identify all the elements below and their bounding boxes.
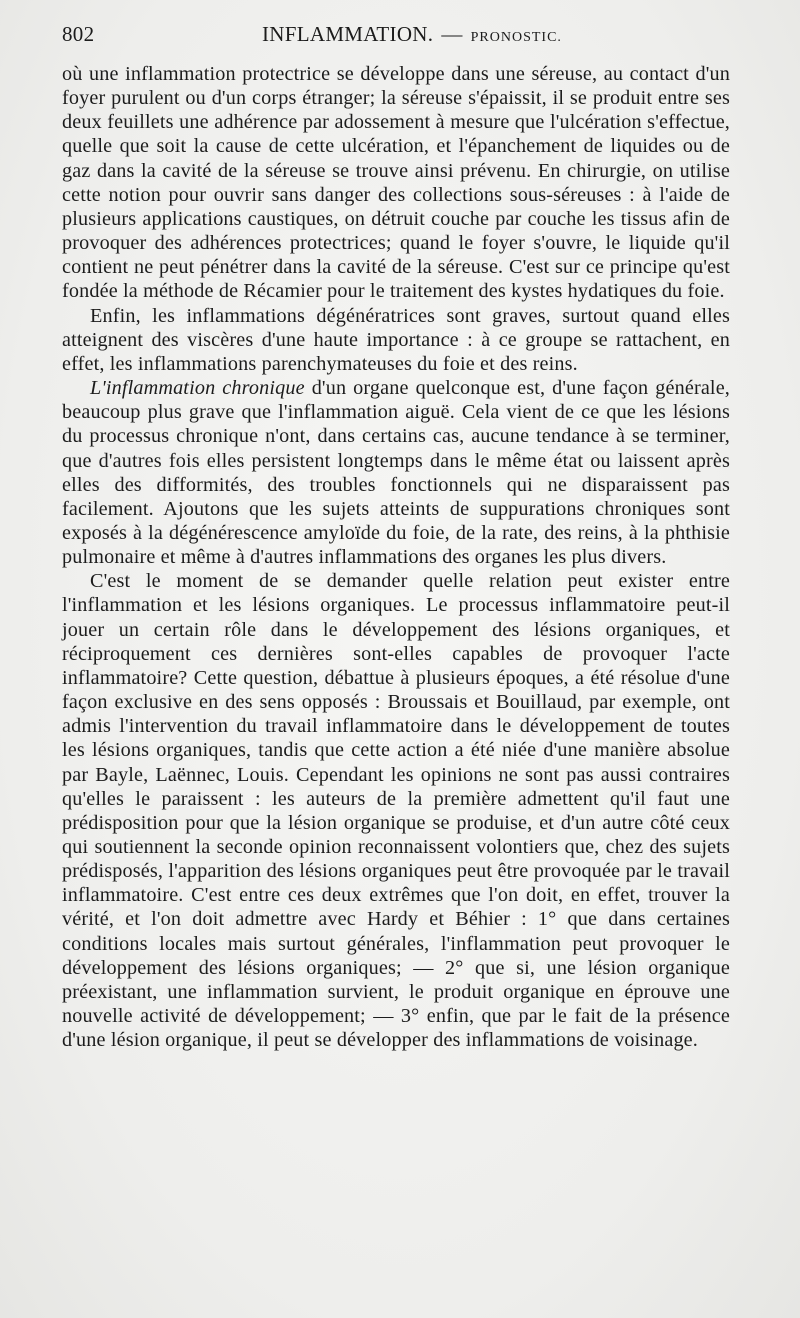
page-header <box>62 22 734 52</box>
paragraph-4: C'est le moment de se demander quelle relation peut exister entre l'inflammation et les lésions organiques. Le processus inflammatoire peut-il jouer un certain rôle dans le développement des lésions organiques, et réciproquement ces dernières sont-elles capables de provoquer l'acte inflammatoire? Cette question, débattue à plusieurs époques, a été résolue d'une façon exclusive en des sens opposés : Broussais et Bouillaud, par exemple, ont admis l'intervention du travail inflammatoire dans le développement de toutes les lésions organiques, tandis que cette action a été niée d'une manière absolue par Bayle, Laënnec, Louis. Cependant les opinions ne sont pas aussi contraires qu'elles le paraissent : les auteurs de la première admettent qu'il faut une prédisposition pour que la lésion organique se produise, et d'un autre côté ceux qui soutiennent la seconde opinion reconnaissent volontiers que, chez des sujets prédisposés, l'apparition des lésions organiques peut être provoquée par le travail inflammatoire. C'est entre ces deux extrêmes que l'on doit, en effet, trouver la vérité, et l'on doit admettre avec Hardy et Béhier : 1° que dans certaines conditions locales mais surtout générales, l'inflammation peut provoquer le développement des lésions organiques; — 2° que si, une lésion organique préexistant, une inflammation survient, le produit organique en éprouve une nouvelle activité de développement; — 3° enfin, que par le fait de la présence d'une lésion organique, il peut se développer des inflammations de voisinage. <box>62 570 730 1052</box>
paragraph-3 <box>62 376 730 569</box>
running-head-title: INFLAMMATION. <box>262 22 434 46</box>
page-number: 802 <box>62 22 95 46</box>
body-text <box>62 62 730 1052</box>
paragraph-1: où une inflammation protectrice se développe dans une séreuse, au contact d'un foyer purulent ou d'un corps étranger; la séreuse s'épaissit, il se produit entre ses deux feuillets une adhérence par adossement à mesure que l'ulcération s'effectue, quelle que soit la cause de cette ulcération, et l'épanchement de liquides ou de gaz dans la cavité de la séreuse se trouve ainsi prévenu. En chirurgie, on utilise cette notion pour ouvrir sans danger des collections sous-séreuses : à l'aide de plusieurs applications caustiques, on détruit couche par couche les tissus afin de provoquer des adhérences protectrices; quand le foyer s'ouvre, le liquide qu'il contient ne peut pénétrer dans la cavité de la séreuse. C'est sur ce principe qu'est fondée la méthode de Récamier pour le traitement des kystes hydatiques du foie. <box>62 63 730 303</box>
paragraph-3-text: d'un organe quelconque est, d'une façon générale, beaucoup plus grave que l'inflammation aiguë. Cela vient de ce que les lésions du processus chronique n'ont, dans certains cas, aucune tendance à se terminer, que d'autres fois elles persistent longtemps dans le même état ou laissent après elles des difformités, des troubles fonctionnels qui ne disparaissent pas facilement. Ajoutons que les sujets atteints de suppurations chroniques sont exposés à la dégénérescence amyloïde du foie, de la rate, des reins, à la phthisie pulmonaire et même à d'autres inflammations des organes les plus divers. <box>62 377 730 569</box>
running-head-subtitle: PRONOSTIC. <box>470 30 562 45</box>
running-head-separator: — <box>441 22 463 46</box>
paragraph-2: Enfin, les inflammations dégénératrices sont graves, surtout quand elles atteignent des viscères d'une haute importance : à ce groupe se rattachent, en effet, les inflammations parenchymateuses du foie et des reins. <box>62 304 730 375</box>
running-head <box>262 22 562 47</box>
paragraph-3-italic-term: L'inflammation chronique <box>90 377 305 400</box>
